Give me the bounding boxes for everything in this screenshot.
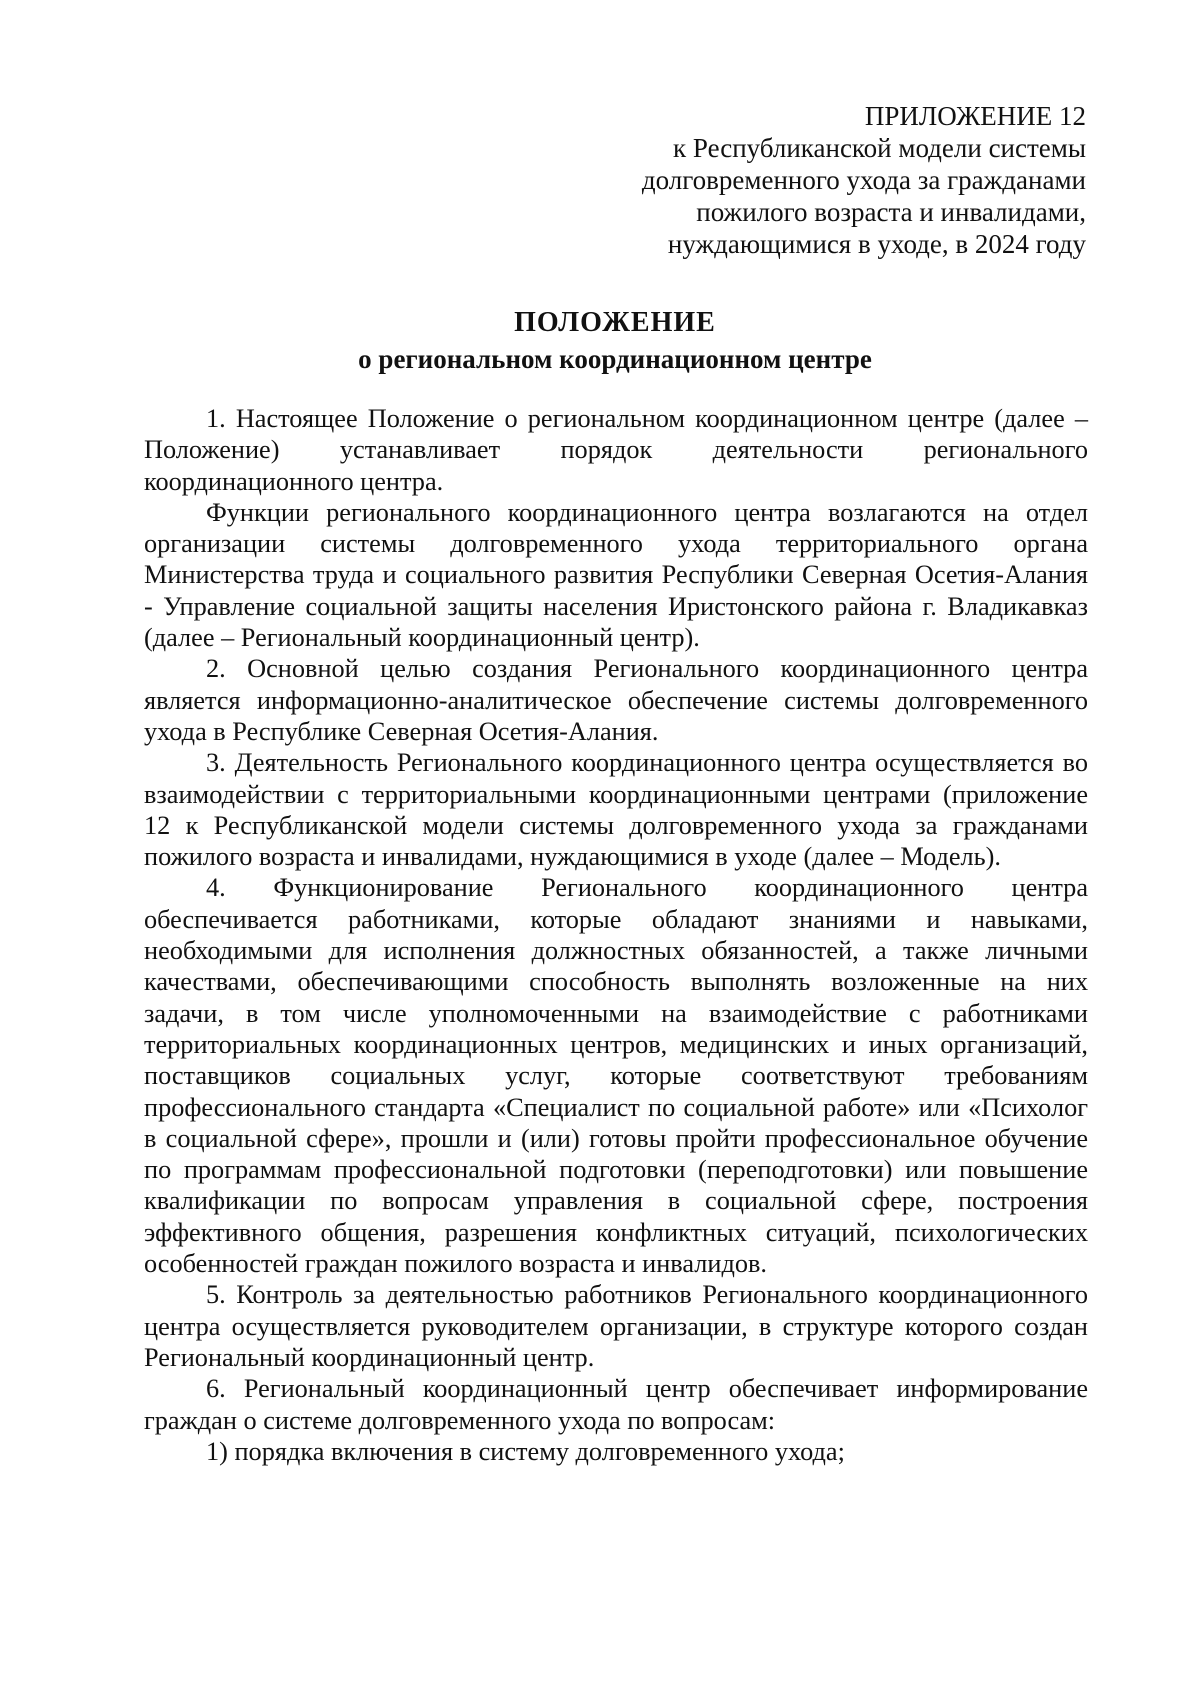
paragraph: 2. Основной целью создания Регионального координационного центра является информационно-аналитическое обеспечение системы долговременного ухода в Республике Северная Осетия-Алания. [144, 654, 1088, 746]
paragraph: Функции регионального координационного центра возлагаются на отдел организации системы долговременного ухода территориального органа Министерства труда и социального развития Республики Северная Осетия-Алания - Управление социальной защиты населения Иристонского района г. Владикавказ (далее – Региональный координационный центр). [144, 497, 1088, 653]
title-block [0, 305, 1200, 377]
paragraph: 3. Деятельность Регионального координационного центра осуществляется во взаимодействии с территориальными координационными центрами (приложение 12 к Республиканской модели системы долговременного ухода за гражданами пожилого возраста и инвалидами, нуждающимися в уходе (далее – Модель). [144, 748, 1088, 872]
paragraph: 6. Региональный координационный центр обеспечивает информирование граждан о системе долговременного ухода по вопросам: [144, 1374, 1088, 1435]
document-body [144, 403, 1088, 1467]
document-subtitle: о региональном координационном центре [358, 344, 872, 374]
appendix-line: долговременного ухода за гражданами [641, 165, 1086, 195]
paragraph: 5. Контроль за деятельностью работников Регионального координационного центра осуществляется руководителем организации, в структуре которого создан Региональный координационный центр. [144, 1280, 1088, 1372]
paragraph: 4. Функционирование Регионального координационного центра обеспечивается работниками, которые обладают знаниями и навыками, необходимыми для исполнения должностных обязанностей, а также личными качествами, обеспечивающими способность выполнять возложенные на них задачи, в том числе уполномоченными на взаимодействие с работниками территориальных координационных центров, медицинских и иных организаций, поставщиков социальных услуг, которые соответствуют требованиям профессионального стандарта «Специалист по социальной работе» или «Психолог в социальной сфере», прошли и (или) готовы пройти профессиональное обучение по программам профессиональной подготовки (переподготовки) или повышение квалификации по вопросам управления в социальной сфере, построения эффективного общения, разрешения конфликтных ситуаций, психологических особенностей граждан пожилого возраста и инвалидов. [144, 873, 1088, 1279]
appendix-line: к Республиканской модели системы [673, 133, 1086, 163]
list-item: 1) порядка включения в систему долговременного ухода; [206, 1436, 845, 1466]
appendix-number: ПРИЛОЖЕНИЕ 12 [864, 101, 1086, 131]
paragraph: 1. Настоящее Положение о региональном координационном центре (далее – Положение) устанавливает порядок деятельности регионального координационного центра. [144, 404, 1088, 496]
appendix-header [526, 100, 1086, 260]
document-title: ПОЛОЖЕНИЕ [514, 307, 716, 338]
appendix-line: пожилого возраста и инвалидами, [696, 197, 1086, 227]
appendix-line: нуждающимися в уходе, в 2024 году [667, 229, 1086, 259]
